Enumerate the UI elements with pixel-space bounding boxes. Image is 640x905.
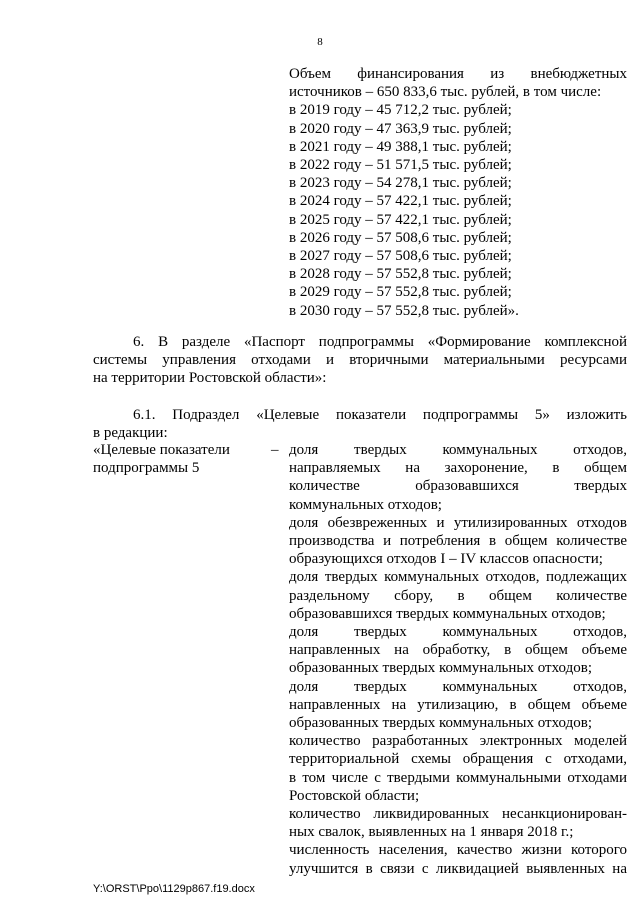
indicator-line: ных свалок, выявленных на 1 января 2018 г.; [289,824,574,841]
financing-line: источников – 650 833,6 тыс. рублей, в том числе: [289,84,602,101]
indicator-line: доля твердых коммунальных отходов, [289,442,627,458]
section-6-1-paragraph [93,406,627,442]
label-line: «Целевые показатели [93,442,230,458]
section-6-1-line: в редакции: [93,425,168,442]
indicator-line: направленных на обработку, в общем объеме [289,642,627,659]
financing-line: в 2020 году – 47 363,9 тыс. рублей; [289,120,512,137]
indicator-line: доля твердых коммунальных отходов, подлежащих [289,569,627,586]
indicator-line: доля обезвреженных и утилизированных отходов [289,514,627,531]
indicator-line: направляемых на захоронение, в общем [289,460,627,477]
indicator-line: образованных твердых коммунальных отходов; [289,715,592,732]
financing-line: в 2029 году – 57 552,8 тыс. рублей; [289,284,512,301]
table-dash: – [271,442,279,458]
indicator-line: улучшится в связи с ликвидацией выявленных на [289,860,627,877]
label-line: подпрограммы 5 [93,460,200,477]
financing-line: в 2023 году – 54 278,1 тыс. рублей; [289,175,512,192]
indicator-line: коммунальных отходов; [289,496,442,513]
financing-line: в 2026 году – 57 508,6 тыс. рублей; [289,229,512,246]
page-number: 8 [317,36,323,48]
financing-line: Объем финансирования из внебюджетных [289,66,627,82]
section-6-paragraph [93,333,627,388]
indicator-line: количество ликвидированных несанкционирован- [289,806,627,823]
indicator-line: образованных твердых коммунальных отходов; [289,660,592,677]
section-6-line: на территории Ростовской области»: [93,370,327,387]
financing-line: в 2025 году – 57 422,1 тыс. рублей; [289,211,512,228]
indicator-line: в том числе с твердыми коммунальными отходами [289,769,627,786]
indicator-line: образовавшихся твердых коммунальных отходов; [289,605,606,622]
section-6-line: системы управления отходами и вторичными материальными ресурсами [93,352,627,369]
indicator-line: доля твердых коммунальных отходов, [289,678,627,695]
indicator-line: доля твердых коммунальных отходов, [289,624,627,641]
section-6-line: 6. В разделе «Паспорт подпрограммы «Формирование комплексной [133,334,627,350]
indicator-line: образующихся отходов I – IV классов опасности; [289,551,603,568]
indicator-line: численность населения, качество жизни которого [289,842,627,859]
footer-file-path: Y:\ORST\Ppo\1129p867.f19.docx [93,883,255,895]
indicator-line: направленных на утилизацию, в общем объеме [289,696,627,713]
financing-line: в 2030 году – 57 552,8 тыс. рублей». [289,302,519,319]
indicator-line: Ростовской области; [289,787,420,804]
financing-line: в 2027 году – 57 508,6 тыс. рублей; [289,248,512,265]
financing-line: в 2019 году – 45 712,2 тыс. рублей; [289,102,512,119]
indicator-line: территориальной схемы обращения с отходами, [289,751,627,768]
section-6-1-line: 6.1. Подраздел «Целевые показатели подпрограммы 5» изложить [133,407,627,423]
target-indicators-label [93,441,273,477]
financing-block [289,65,627,320]
indicator-line: раздельному сбору, в общем количестве [289,587,627,604]
financing-line: в 2024 году – 57 422,1 тыс. рублей; [289,193,512,210]
financing-line: в 2028 году – 57 552,8 тыс. рублей; [289,266,512,283]
indicator-line: количество разработанных электронных моделей [289,733,627,750]
financing-line: в 2022 году – 51 571,5 тыс. рублей; [289,157,512,174]
indicator-line: производства и потребления в общем количестве [289,533,627,550]
target-indicators-list [289,441,627,878]
indicator-line: количестве образовавшихся твердых [289,478,627,495]
financing-line: в 2021 году – 49 388,1 тыс. рублей; [289,138,512,155]
